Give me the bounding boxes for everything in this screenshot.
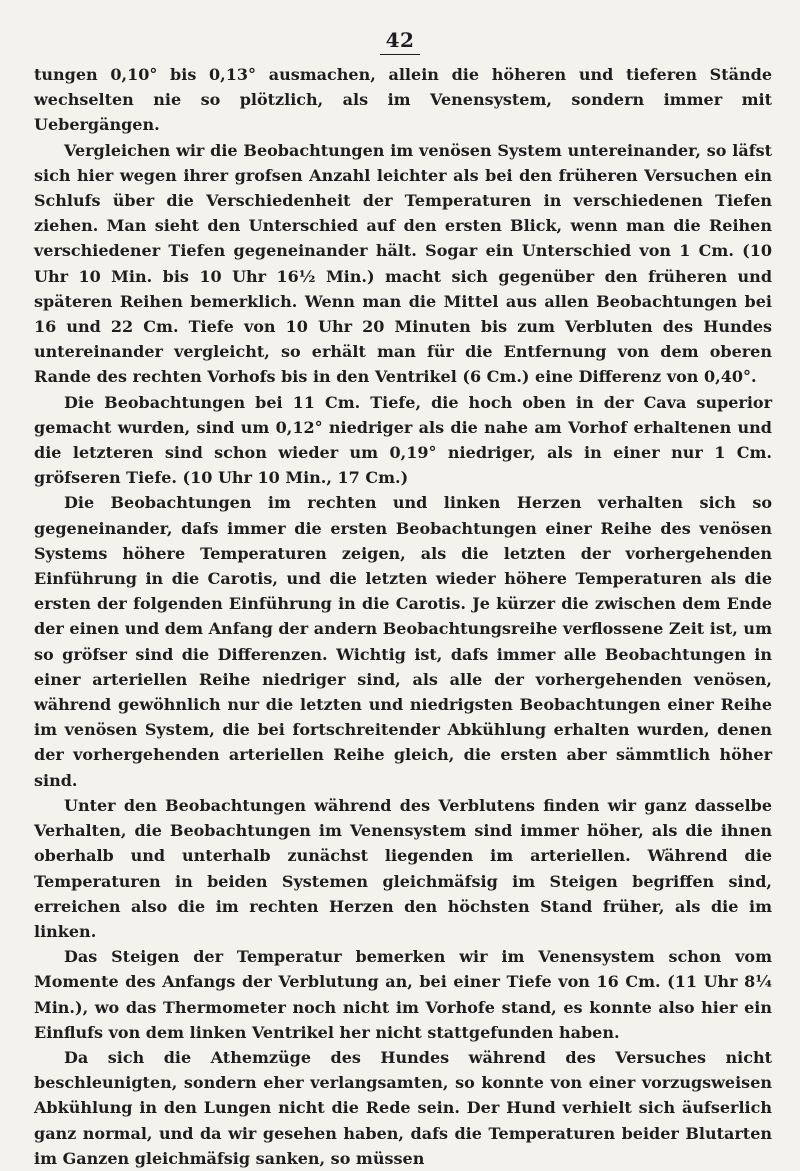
page-number-text: 42 [380, 28, 421, 55]
body-text [34, 62, 772, 1171]
paragraph: Vergleichen wir die Beobachtungen im venösen System untereinander, so läfst sich hier wegen ihrer grofsen Anzahl leichter als bei den früheren Versuchen ein Schlufs über die Verschiedenheit der Temperaturen in verschiedenen Tiefen ziehen. Man sieht den Unterschied auf den ersten Blick, wenn man die Reihen verschiedener Tiefen gegeneinander hält. Sogar ein Unterschied von 1 Cm. (10 Uhr 10 Min. bis 10 Uhr 16½ Min.) macht sich gegenüber den früheren und späteren Reihen bemerklich. Wenn man die Mittel aus allen Beobachtungen bei 16 und 22 Cm. Tiefe von 10 Uhr 20 Minuten bis zum Verbluten des Hundes untereinander vergleicht, so erhält man für die Entfernung von dem oberen Rande des rechten Vorhofs bis in den Ventrikel (6 Cm.) eine Differenz von 0,40°. [34, 140, 772, 387]
paragraph: Da sich die Athemzüge des Hundes während des Versuches nicht beschleunigten, sondern eher verlangsamten, so konnte von einer vorzugsweisen Abkühlung in den Lungen nicht die Rede sein. Der Hund verhielt sich äufserlich ganz normal, und da wir gesehen haben, dafs die Temperaturen beider Blutarten im Ganzen gleichmäfsig sanken, so müssen [34, 1047, 772, 1168]
paragraph-continuation: tungen 0,10° bis 0,13° ausmachen, allein die höheren und tieferen Stände wechselten nie so plötzlich, als im Venensystem, sondern immer mit Uebergängen. [34, 65, 772, 135]
paragraph: Unter den Beobachtungen während des Verblutens finden wir ganz dasselbe Verhalten, die Beobachtungen im Venensystem sind immer höher, als die ihnen oberhalb und unterhalb zunächst liegenden im arteriellen. Während die Temperaturen in beiden Systemen gleichmäfsig im Steigen begriffen sind, erreichen also die im rechten Herzen den höchsten Stand früher, als die im linken. [34, 795, 772, 941]
paragraph: Die Beobachtungen im rechten und linken Herzen verhalten sich so gegeneinander, dafs immer die ersten Beobachtungen einer Reihe des venösen Systems höhere Temperaturen zeigen, als die letzten der vorhergehenden Einführung in die Carotis, und die letzten wieder höhere Temperaturen als die ersten der folgenden Einführung in die Carotis. Je kürzer die zwischen dem Ende der einen und dem Anfang der andern Beobachtungsreihe verflossene Zeit ist, um so gröfser sind die Differenzen. Wichtig ist, dafs immer alle Beobachtungen in einer arteriellen Reihe niedriger sind, als alle der vorhergehenden venösen, während gewöhnlich nur die letzten und niedrigsten Beobachtungen einer Reihe im venösen System, die bei fortschreitender Abkühlung erhalten wurden, denen der vorhergehenden arteriellen Reihe gleich, die ersten aber sämmtlich höher sind. [34, 493, 772, 790]
page-number [0, 28, 800, 55]
paragraph: Das Steigen der Temperatur bemerken wir im Venensystem schon vom Momente des Anfangs der Verblutung an, bei einer Tiefe von 16 Cm. (11 Uhr 8¼ Min.), wo das Thermometer noch nicht im Vorhofe stand, es konnte also hier ein Einflufs von dem linken Ventrikel her nicht stattgefunden haben. [34, 947, 772, 1042]
paragraph: Die Beobachtungen bei 11 Cm. Tiefe, die hoch oben in der Cava superior gemacht wurden, sind um 0,12° niedriger als die nahe am Vorhof erhaltenen und die letzteren sind schon wieder um 0,19° niedriger, als in einer nur 1 Cm. gröfseren Tiefe. (10 Uhr 10 Min., 17 Cm.) [34, 392, 772, 488]
